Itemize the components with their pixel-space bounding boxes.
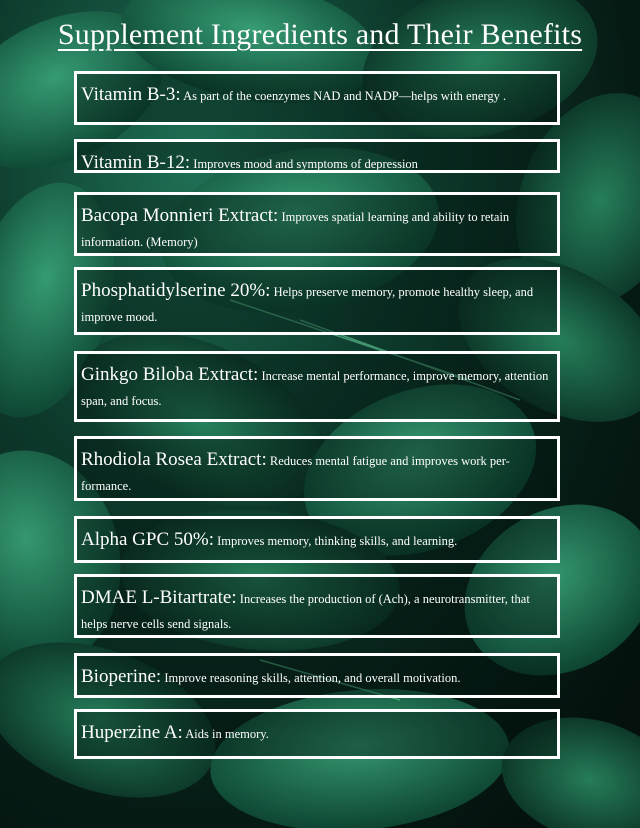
ingredient-box <box>74 267 560 335</box>
ingredient-description: Aids in memory. <box>182 727 269 741</box>
ingredient-description: Helps preserve memory, promote healthy sleep, and improve mood. <box>81 285 534 325</box>
ingredient-description: Improves mood and symptoms of depression <box>190 157 418 171</box>
ingredient-name: Vitamin B-3: <box>81 84 181 105</box>
ingredient-name: Rhodiola Rosea Extract: <box>81 449 267 470</box>
ingredient-description: Increases the production of (Ach), a neurotransmitter, that helps nerve cells send signals. <box>81 592 530 632</box>
ingredient-box <box>74 516 560 563</box>
ingredient-description: Improve reasoning skills, attention, and overall motivation. <box>161 671 461 685</box>
ingredient-name: Bioperine: <box>81 666 162 687</box>
ingredient-box <box>74 436 560 501</box>
ingredient-description: Reduces mental fatigue and improves work per-formance. <box>81 454 510 494</box>
page-title: Supplement Ingredients and Their Benefits <box>57 18 583 51</box>
ingredient-description: Improves spatial learning and ability to retain information. (Memory) <box>81 210 510 250</box>
ingredient-name: Huperzine A: <box>81 722 183 743</box>
ingredient-description: Improves memory, thinking skills, and learning. <box>214 534 458 548</box>
ingredient-box <box>74 653 560 698</box>
ingredient-box <box>74 192 560 256</box>
ingredient-box <box>74 71 560 125</box>
ingredient-box <box>74 139 560 173</box>
ingredient-box <box>74 351 560 422</box>
ingredient-description: As part of the coenzymes NAD and NADP—helps with energy . <box>180 89 507 103</box>
ingredient-name: Alpha GPC 50%: <box>81 529 214 550</box>
ingredient-name: DMAE L-Bitartrate: <box>81 587 237 608</box>
ingredient-box <box>74 709 560 759</box>
ingredient-name: Phosphatidylserine 20%: <box>81 280 271 301</box>
ingredient-box <box>74 574 560 638</box>
ingredient-name: Ginkgo Biloba Extract: <box>81 364 259 385</box>
ingredient-name: Vitamin B-12: <box>81 152 191 173</box>
ingredient-name: Bacopa Monnieri Extract: <box>81 205 279 226</box>
ingredient-description: Increase mental performance, improve memory, attention span, and focus. <box>81 369 549 409</box>
